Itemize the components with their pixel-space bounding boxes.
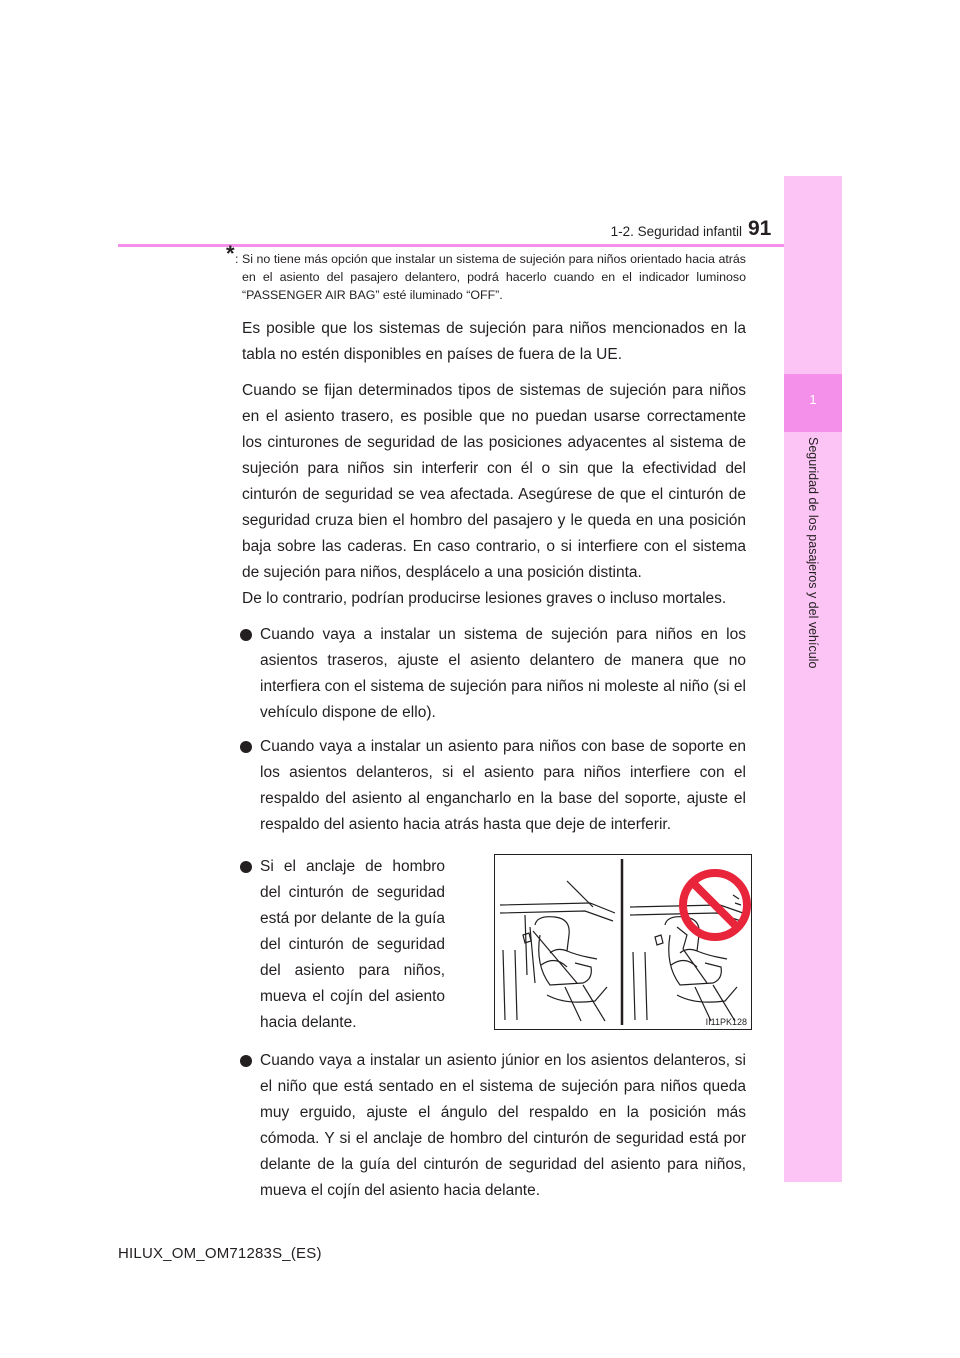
side-tab [784,176,842,1182]
paragraph: Es posible que los sistemas de sujeción para niños mencionados en la tabla no estén disponibles en países de fuera de la UE. [242,320,746,363]
bullet-text: Cuando vaya a instalar un asiento para niños con base de soporte en los asientos delanteros, si el asiento para niños interfiere con el respaldo del asiento al engancharlo en la base del soporte, ajuste el respaldo del asiento hacia atrás hasta que deje de interferir. [260,738,746,833]
paragraph: De lo contrario, podrían producirse lesiones graves o incluso mortales. [242,590,727,607]
footnote-text: Si no tiene más opción que instalar un sistema de sujeción para niños orientado hacia atrás en el asiento del pasajero delantero, podrá hacerlo cuando en el indicador luminoso “PASSENGER AIR BAG” esté iluminado “OFF”. [242,252,746,302]
bullet-text: Cuando vaya a instalar un asiento júnior en los asientos delanteros, si el niño que está sentado en el sistema de sujeción para niños queda muy erguido, ajuste el ángulo del respaldo en la posición más cómoda. Y si el anclaje de hombro del cinturón de seguridad está por delante de la guía del cinturón de seguridad del asiento para niños, mueva el cojín del asiento hacia delante. [260,1052,746,1199]
footnote-colon: : [235,252,239,266]
footnote [220,241,746,304]
paragraph: Cuando se fijan determinados tipos de sistemas de sujeción para niños en el asiento trasero, es posible que no puedan usarse correctamente los cinturones de seguridad de las posiciones adyacentes al sistema de sujeción para niños sin interferir con él o sin que la efectividad del cinturón de seguridad se vea afectada. Asegúrese de que el cinturón de seguridad cruza bien el hombro del pasajero y le queda en una posición baja sobre las caderas. En caso contrario, o si interfiere con el sistema de sujeción para niños, desplácelo a una posición distinta. [242,382,746,581]
footnote-marker: * [226,241,235,266]
bullet-dot-icon [240,861,252,873]
header-rule [118,244,784,247]
bullet-item [220,1048,746,1204]
side-tab-label: Seguridad de los pasajeros y del vehículo [806,437,820,669]
bullet-item [220,734,746,838]
bullet-item [220,854,445,1036]
bullet-dot-icon [240,629,252,641]
seat-belt-illustration [494,854,752,1030]
page-content [220,241,747,1212]
illustration-svg [495,855,751,1029]
page-number: 91 [748,217,772,240]
side-tab-number: 1 [809,392,817,407]
bullet-text: Cuando vaya a instalar un sistema de sujeción para niños en los asientos traseros, ajuste el asiento delantero de manera que no interfiera con el sistema de sujeción para niños ni moleste al niño (si el vehículo dispone de ello). [260,626,746,721]
bullet-dot-icon [240,1055,252,1067]
bullet-dot-icon [240,741,252,753]
document-code-footer: HILUX_OM_OM71283S_(ES) [118,1245,322,1262]
bullet-with-figure [220,854,746,1040]
section-title: 1-2. Seguridad infantil [610,224,742,239]
bullet-item [220,622,746,726]
bullet-column [220,854,445,1036]
bullet-text: Si el anclaje de hombro del cinturón de seguridad está por delante de la guía del cinturón de seguridad del asiento para niños, mueva el cojín del asiento hacia delante. [260,858,445,1031]
figure-code: II11PK128 [705,1017,747,1027]
